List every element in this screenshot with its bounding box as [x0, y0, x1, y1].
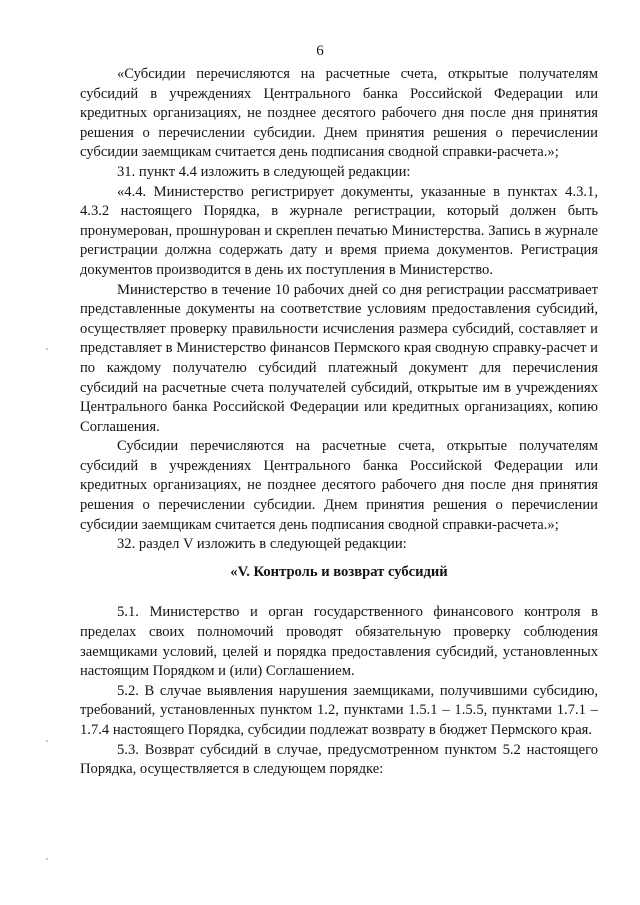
- section-title: «V. Контроль и возврат субсидий: [230, 563, 448, 580]
- paragraph-5-1: 5.1. Министерство и орган государственного финансового контроля в пределах своих полномочий проводят обязательную проверку соблюдения заемщиками условий, целей и порядка предоставления субсидий, установленных настоящим Порядком и (или) Соглашением.: [80, 604, 598, 680]
- paragraph-4-4-registration: «4.4. Министерство регистрирует документы, указанные в пунктах 4.3.1, 4.3.2 настоящего Порядка, в журнале регистрации, который должен быть пронумерован, прошнурован и скреплен печатью Министерства. Запись в журнале регистрации должна содержать дату и время приема документов. Регистрация документов производится в день их поступления в Министерство.: [80, 183, 598, 278]
- paragraph-subsidy-transfer-quote: «Субсидии перечисляются на расчетные счета, открытые получателям субсидий в учреждениях Центрального банка Российской Федерации или кредитных организациях, не позднее десятого рабочего дня после дня принятия решения о перечислении субсидии. Днем принятия решения о перечислении субсидии заемщикам считается день подписания сводной справки-расчета.»;: [80, 66, 598, 161]
- paragraph-ministry-review: Министерство в течение 10 рабочих дней со дня регистрации рассматривает представленные документы на соответствие условиям предоставления субсидий, осуществляет проверку правильности исчисления размера субсидий, составляет и представляет в Министерство финансов Пермского края сводную справку-расчет и по каждому получателю субсидий платежный документ для перечисления субсидий на расчетные счета получателей субсидий, открытые им в учреждениях Центрального банка Российской Федерации или кредитных организациях, копию Соглашения.: [80, 281, 598, 435]
- paragraph-5-2: 5.2. В случае выявления нарушения заемщиками, получившими субсидию, требований, установленных пунктом 1.2, пунктами 1.5.1 – 1.5.5, пунктами 1.7.1 – 1.7.4 настоящего Порядка, субсидии подлежат возврату в бюджет Пермского края.: [80, 682, 598, 738]
- document-body: [80, 65, 598, 780]
- scan-dot: [46, 740, 48, 742]
- scan-dot: [46, 348, 48, 350]
- scan-dot: [46, 858, 48, 860]
- page-number: 6: [316, 43, 324, 59]
- paragraph-5-3: 5.3. Возврат субсидий в случае, предусмотренном пунктом 5.2 настоящего Порядка, осуществляется в следующем порядке:: [80, 741, 598, 778]
- paragraph-item-31: 31. пункт 4.4 изложить в следующей редакции:: [117, 163, 411, 180]
- paragraph-item-32: 32. раздел V изложить в следующей редакции:: [117, 536, 407, 553]
- paragraph-subsidy-transfer: Субсидии перечисляются на расчетные счета, открытые получателям субсидий в учреждениях Центрального банка Российской Федерации или кредитных организациях, не позднее десятого рабочего дня после дня принятия решения о перечислении субсидии. Днем принятия решения о перечислении субсидии заемщикам считается день подписания сводной справки-расчета.»;: [80, 438, 598, 533]
